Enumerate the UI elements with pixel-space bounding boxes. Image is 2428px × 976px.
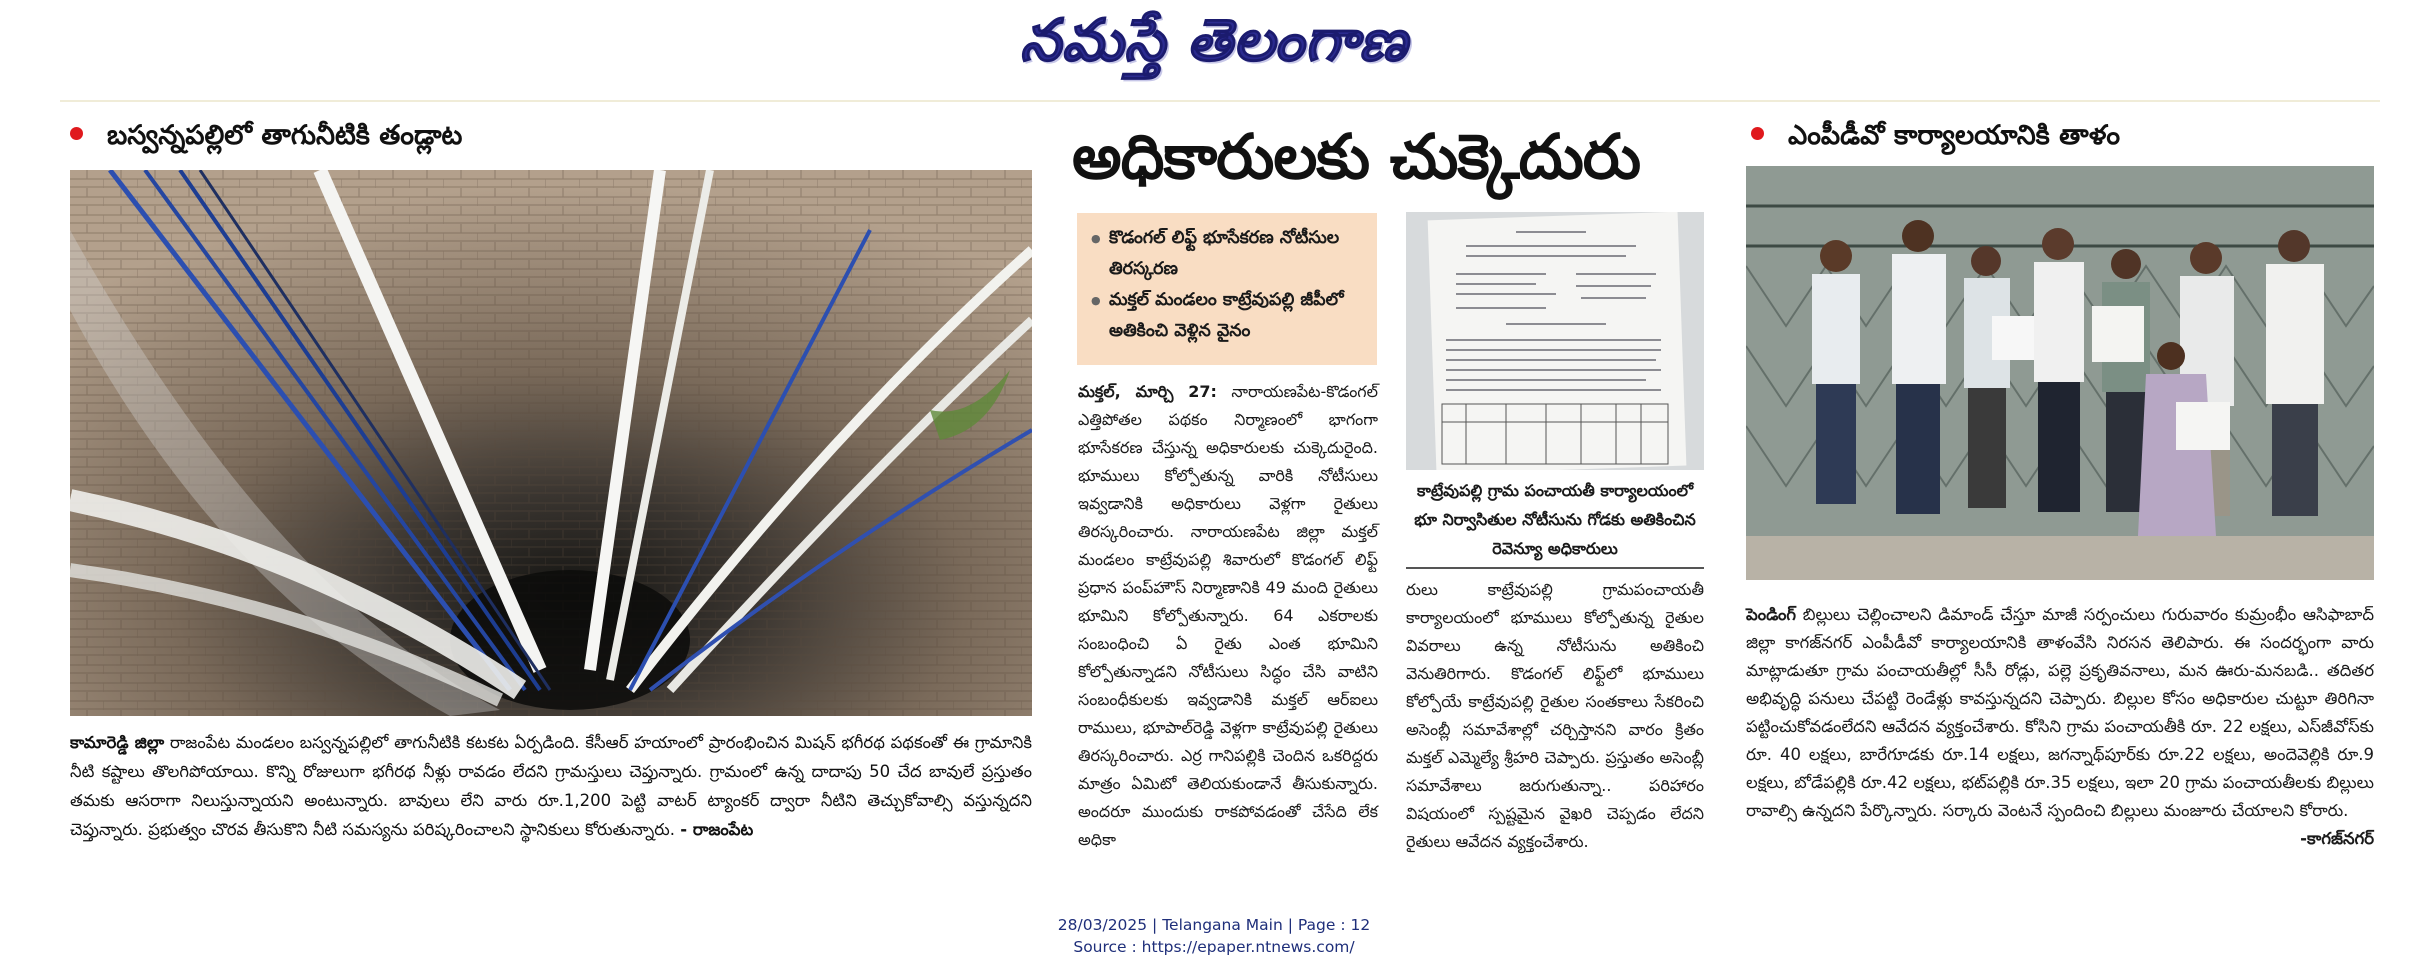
- footer-source-link[interactable]: Source : https://epaper.ntnews.com/: [1073, 938, 1355, 956]
- right-body-text: బిల్లులు చెల్లించాలని డిమాండ్ చేస్తూ మాజీ సర్పంచులు గురువారం కుమ్రంభీం ఆసిఫాబాద్ జిల్లా కాగజ్‌నగర్ ఎంపీడీవో కార్యాలయానికి తాళంవేసి నిరసన తెలిపారు. ఈ సందర్భంగా వారు మాట్లాడుతూ గ్రామ పంచాయతీల్లో సీసీ రోడ్లు, పల్లె ప్రకృతివనాలు, మన ఊరు-మనబడి.. తదితర అభివృద్ధి పనులు చేపట్టి రెండేళ్లు కావస్తున్నదని చెప్పారు. బిల్లుల కోసం అధికారుల చుట్టూ తిరిగినా పట్టించుకోవడంలేదని ఆవేదన వ్యక్తంచేశారు. కోసిని గ్రామ పంచాయతీకి రూ. 22 లక్షలు, ఎస్‌జీవోస్‌కు రూ. 40 లక్షలు, బారేగూడకు రూ.14 లక్షలు, జగన్నాథ్‌పూర్‌కు రూ.22 లక్షలు, అందెవెల్లికి రూ.9 లక్షలు, బోడేపల్లికి రూ.42 లక్షలు, భట్‌పల్లికి రూ.35 లక్షలు, ఇలా 20 గ్రామ పంచాయతీలకు బిల్లులు రావాల్సి ఉన్నదని పేర్కొన్నారు. సర్కారు వెంటనే స్పందించి బిల్లులు మంజూరు చేయాలని కోరారు.: [1746, 605, 2374, 820]
- center-headline: అధికారులకు చుక్కెదురు: [1072, 120, 1641, 193]
- center-body-text: నారాయణపేట-కొడంగల్ ఎత్తిపోతల పథకం నిర్మాణంలో భాగంగా భూసేకరణ చేస్తున్న అధికారులకు చుక్కెదురైంది. భూములు కోల్పోతున్న వారికి నోటీసులు ఇవ్వడానికి అధికారులు వెళ్లగా రైతులు తిరస్కరించారు. నారాయణపేట జిల్లా మక్తల్ మండలం కాట్రేవుపల్లి శివారులో కొడంగల్ లిఫ్ట్ ప్రధాన పంప్‌హౌస్ నిర్మాణానికి 49 మంది రైతులు భూమిని కోల్పోతున్నారు. 64 ఎకరాలకు సంబంధించి ఏ రైతు ఎంత భూమిని కోల్పోతున్నాడని నోటీసులు సిద్ధం చేసి వాటిని సంబంధీకులకు ఇవ్వడానికి మక్తల్ ఆర్ఐలు రాములు, భూపాల్‌రెడ్డి వెళ్లగా కాట్రేవుపల్లి రైతులు తిరస్కరించారు. ఎర్ర గానిపల్లికి చెందిన ఒకరిద్దరు మాత్రం ఏమిటో తెలియకుండానే తీసుకున్నారు. అందరూ ముందుకు రాకపోవడంతో చేసేది లేక అధికా: [1078, 382, 1378, 849]
- center-story-body: [1078, 378, 1378, 854]
- notice-document-illustration: [1406, 212, 1704, 470]
- red-bullet-icon: [70, 127, 83, 140]
- left-caption-lead: కామారెడ్డి జిల్లా: [70, 733, 165, 752]
- well-illustration: [70, 170, 1032, 716]
- right-story-heading: [1751, 120, 2120, 158]
- masthead: [0, 0, 2428, 92]
- newspaper-logo: నమస్తే తెలంగాణ: [1020, 6, 1408, 74]
- left-caption-text: రాజంపేట మండలం బస్వన్నపల్లిలో తాగునీటికి కటకట ఏర్పడింది. కేసీఆర్ హయాంలో ప్రారంభించిన మిషన్ భగీరథ పథకంతో ఈ గ్రామానికి నీటి కష్టాలు తొలగిపోయాయి. కొన్ని రోజులుగా భగీరథ నీళ్లు రావడం లేదని గ్రామస్తులు చెప్తున్నారు. గ్రామంలో ఉన్న దాదాపు 50 చేద బావులే ప్రస్తుతం తమకు ఆసరాగా నిలుస్తున్నాయని అంటున్నారు. బావులు లేని వారు రూ.1,200 పెట్టి వాటర్ ట్యాంకర్ ద్వారా నీటిని తెచ్చుకోవాల్సి వస్తున్నదని చెప్తున్నారు. ప్రభుత్వం చొరవ తీసుకొని నీటి సమస్యను పరిష్కరించాలని స్థానికులు కోరుతున్నారు.: [70, 733, 1033, 839]
- left-dateline: - రాజంపేట: [680, 820, 754, 839]
- highlight-item: ● మక్తల్ మండలం కాట్రేవుపల్లి జీపీలో అతికించి వెళ్లిన వైనం: [1091, 285, 1363, 347]
- left-heading-text: బస్వన్నపల్లిలో తాగునీటికి తండ్లాట: [107, 120, 463, 151]
- center-body-lead: మక్తల్, మార్చి 27:: [1078, 382, 1217, 401]
- well-photo: [70, 170, 1032, 716]
- caption-divider: [1406, 567, 1704, 569]
- left-story-heading: [70, 120, 462, 158]
- right-story-body: [1746, 601, 2374, 853]
- highlights-box: [1077, 213, 1377, 365]
- red-bullet-icon: [1751, 127, 1764, 140]
- right-body-lead: పెండింగ్: [1746, 605, 1797, 624]
- protest-photo: [1746, 166, 2374, 580]
- left-story-caption: [70, 728, 1032, 844]
- right-dateline: -కాగజ్‌నగర్: [2300, 829, 2374, 848]
- notice-document-photo: [1406, 212, 1704, 470]
- right-heading-text: ఎంపీడీవో కార్యాలయానికి తాళం: [1788, 120, 2121, 151]
- masthead-divider: [60, 100, 2380, 102]
- highlight-item: ● కొడంగల్ లిఫ్ట్ భూసేకరణ నోటీసుల తిరస్కరణ: [1091, 223, 1363, 285]
- protest-illustration: [1746, 166, 2374, 580]
- notice-photo-caption: కాట్రేవుపల్లి గ్రామ పంచాయతీ కార్యాలయంలో భూ నిర్వాసితుల నోటీసును గోడకు అతికించిన రెవెన్యూ అధికారులు: [1414, 481, 1696, 558]
- center-story-body-continued: రులు కాట్రేవుపల్లి గ్రామపంచాయతీ కార్యాలయంలో భూములు కోల్పోతున్న రైతుల వివరాలు ఉన్న నోటీసును అతికించి వెనుతిరిగారు. కొడంగల్ లిఫ్ట్‌లో భూములు కోల్పోయే కాట్రేవుపల్లి రైతుల సంతకాలు సేకరించి అసెంబ్లీ సమావేశాల్లో చర్చిస్తానని వారం క్రితం మక్తల్ ఎమ్మెల్యే శ్రీహరి చెప్పారు. ప్రస్తుతం అసెంబ్లీ సమావేశాలు జరుగుతున్నా.. పరిహారం విషయంలో స్పష్టమైన వైఖరి చెప్పడం లేదని రైతులు ఆవేదన వ్యక్తంచేశారు.: [1406, 580, 1704, 851]
- footer-edition-info: 28/03/2025 | Telangana Main | Page : 12: [1057, 916, 1371, 934]
